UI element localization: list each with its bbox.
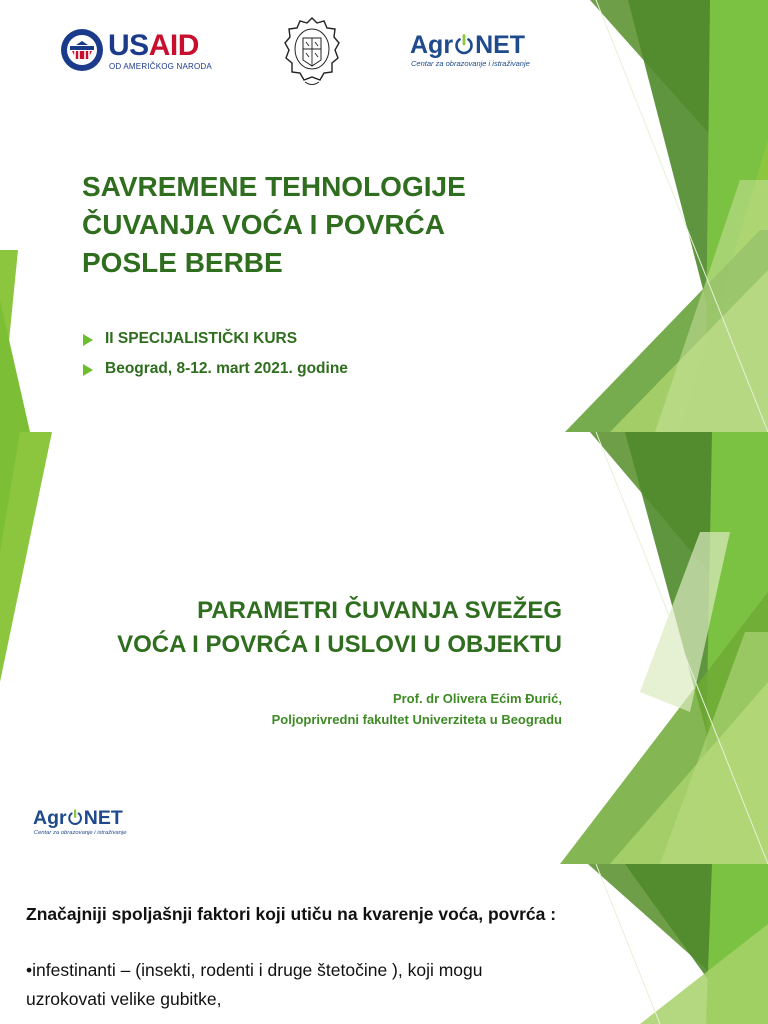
power-icon [67, 809, 83, 826]
usaid-subtitle: OD AMERIČKOG NARODA [109, 62, 212, 71]
agronet-word-net: NET [475, 31, 526, 59]
list-item-text: Beograd, 8-12. mart 2021. godine [105, 360, 348, 377]
usaid-word-aid: AID [148, 29, 199, 62]
triangle-bullet-icon [83, 364, 93, 376]
title-line: SAVREMENE TEHNOLOGIJE [82, 171, 466, 202]
course-info-list [82, 324, 348, 384]
power-icon [454, 34, 474, 56]
usaid-wordmark [108, 30, 199, 62]
title-line: ČUVANJA VOĆA I POVRĆA [82, 209, 446, 240]
factors-heading: Značajniji spoljašnji faktori koji utiču na kvarenje voća, povrća : [26, 904, 557, 924]
author-affiliation: Poljoprivredni fakultet Univerziteta u Beogradu [271, 712, 562, 727]
list-item-text: II SPECIJALISTIČKI KURS [105, 330, 298, 347]
factors-text [26, 956, 726, 1014]
usaid-logo [60, 26, 210, 78]
agronet-wordmark [410, 30, 525, 60]
title-line: VOĆA I POVRĆA I USLOVI U OBJEKTU [117, 631, 562, 658]
triangle-bullet-icon [83, 334, 93, 346]
lecture-title [117, 594, 562, 662]
text-line: •infestinanti – (insekti, rodenti i druge štetočine ), koji mogu [26, 960, 483, 980]
title-line: POSLE BERBE [82, 247, 283, 278]
text-line: uzrokovati velike gubitke, [26, 989, 222, 1009]
usaid-seal-icon [60, 28, 104, 72]
agronet-logo-small [33, 806, 146, 840]
agronet-logo [410, 30, 555, 74]
author-name: Prof. dr Olivera Ećim Đurić, [392, 691, 562, 706]
list-item [82, 324, 348, 354]
faculty-seal-logo [283, 16, 341, 88]
agronet-word-agr: Agr [410, 31, 454, 59]
slide-title [0, 0, 768, 432]
agronet-wordmark [33, 806, 123, 829]
agronet-word-agr: Agr [33, 806, 67, 829]
list-item [82, 354, 348, 384]
slide-factors [0, 864, 768, 1024]
usaid-word-us: US [108, 29, 149, 62]
agronet-subtitle: Centar za obrazovanje i istraživanje [33, 828, 127, 836]
author-block [272, 688, 562, 730]
slide-lecture [0, 432, 768, 864]
slide-title-heading [82, 168, 542, 282]
title-line: PARAMETRI ČUVANJA SVEŽEG [197, 597, 562, 624]
agronet-subtitle: Centar za obrazovanje i istraživanje [411, 59, 530, 68]
agronet-word-net: NET [83, 806, 123, 829]
